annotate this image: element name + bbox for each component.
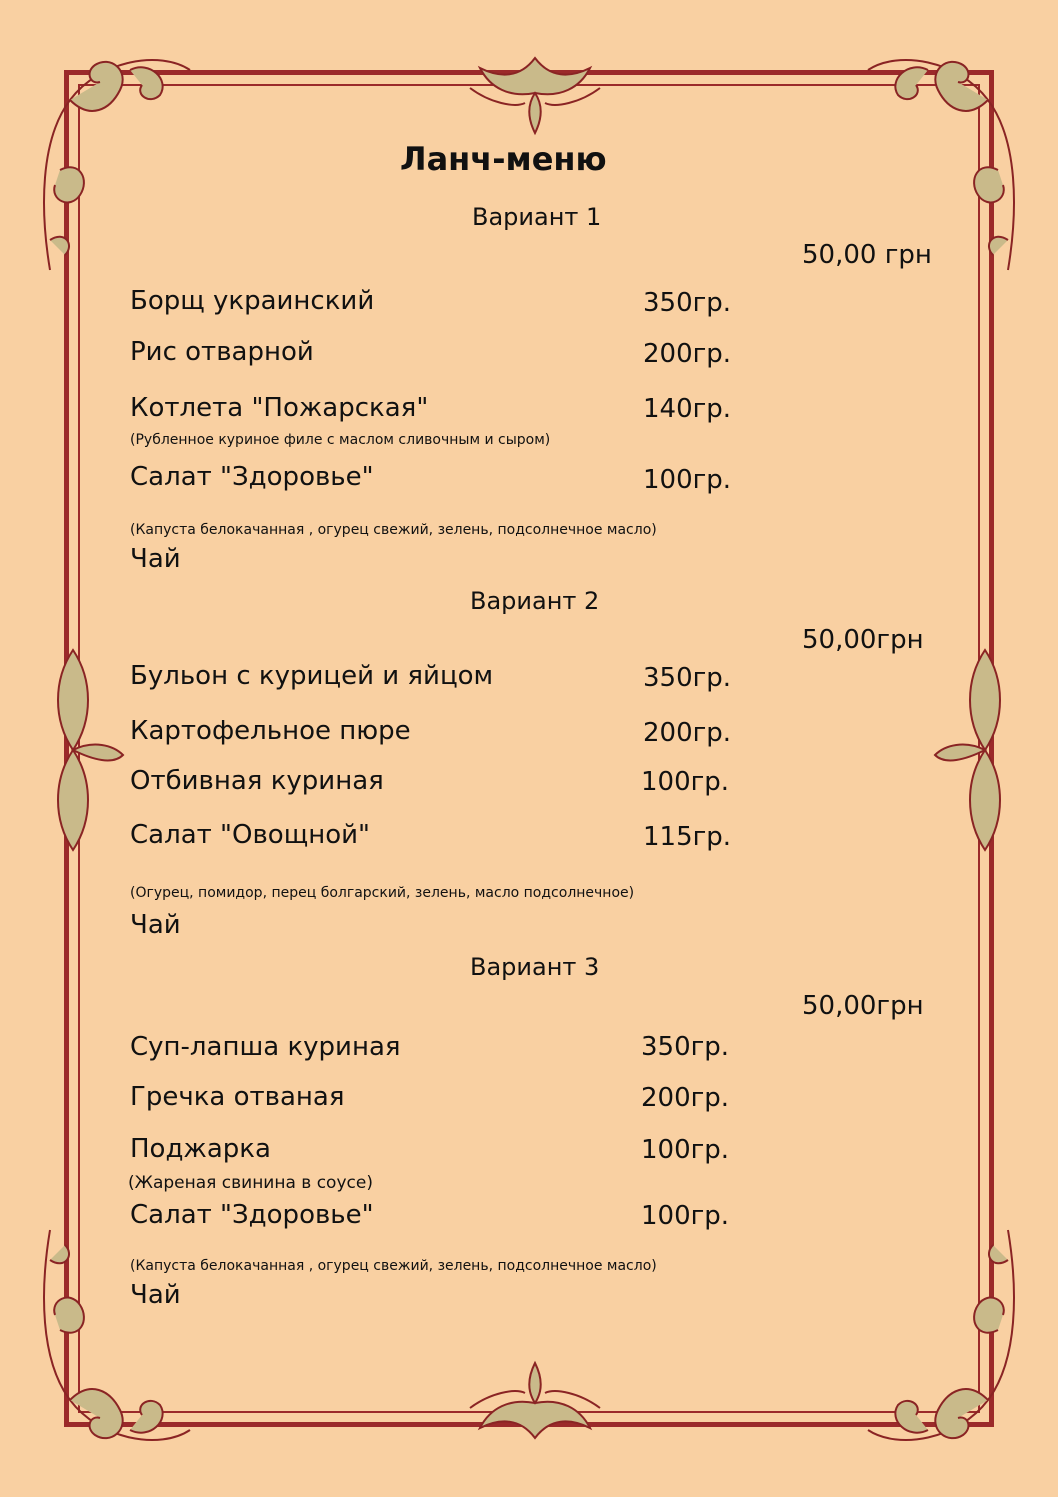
menu-item-weight: 350гр. [643, 663, 732, 693]
menu-item-weight: 350гр. [643, 288, 732, 318]
menu-item-description: (Капуста белокачанная , огурец свежий, зелень, подсолнечное масло) [130, 1258, 657, 1274]
menu-item-name: Салат "Овощной" [130, 820, 370, 850]
menu-item-weight: 200гр. [641, 1083, 730, 1113]
menu-item-weight: 100гр. [643, 465, 732, 495]
menu-item-name: Салат "Здоровье" [130, 1200, 374, 1230]
ornament-bottom-right [858, 1210, 1028, 1460]
ornament-bottom-center [460, 1358, 610, 1448]
ornament-bottom-left [30, 1210, 200, 1460]
menu-item-weight: 100гр. [641, 1135, 730, 1165]
menu-item-name: Котлета "Пожарская" [130, 393, 429, 423]
variant-heading: Вариант 3 [470, 953, 600, 981]
ornament-middle-right [930, 640, 1020, 860]
menu-item-name: Отбивная куриная [130, 766, 384, 796]
menu-item-weight: 100гр. [641, 1201, 730, 1231]
menu-item-weight: 140гр. [643, 394, 732, 424]
ornament-top-center [460, 48, 610, 138]
variant-price: 50,00грн [802, 625, 924, 655]
menu-item-weight: 100гр. [641, 767, 730, 797]
menu-item-tea: Чай [130, 544, 181, 574]
menu-item-weight: 200гр. [643, 339, 732, 369]
ornament-middle-left [38, 640, 128, 860]
variant-heading: Вариант 2 [470, 587, 600, 615]
menu-item-description: (Капуста белокачанная , огурец свежий, зелень, подсолнечное масло) [130, 522, 657, 538]
menu-item-name: Бульон с курицей и яйцом [130, 661, 494, 691]
menu-item-name: Гречка отваная [130, 1082, 345, 1112]
menu-item-weight: 200гр. [643, 718, 732, 748]
variant-price: 50,00грн [802, 991, 924, 1021]
menu-item-tea: Чай [130, 910, 181, 940]
page-title: Ланч-меню [400, 140, 607, 178]
variant-price: 50,00 грн [802, 240, 932, 270]
menu-item-name: Картофельное пюре [130, 716, 411, 746]
menu-item-name: Поджарка [130, 1134, 271, 1164]
menu-item-description: (Рубленное куриное филе с маслом сливочным и сыром) [130, 432, 551, 448]
menu-item-weight: 115гр. [643, 822, 732, 852]
menu-item-description: (Жареная свинина в соусе) [128, 1173, 373, 1193]
ornament-top-left [30, 40, 200, 290]
menu-item-tea: Чай [130, 1280, 181, 1310]
menu-item-description: (Огурец, помидор, перец болгарский, зелень, масло подсолнечное) [130, 885, 635, 901]
menu-item-weight: 350гр. [641, 1032, 730, 1062]
variant-heading: Вариант 1 [472, 203, 602, 231]
menu-item-name: Салат "Здоровье" [130, 462, 374, 492]
menu-item-name: Суп-лапша куриная [130, 1032, 401, 1062]
menu-item-name: Борщ украинский [130, 286, 375, 316]
menu-item-name: Рис отварной [130, 337, 314, 367]
